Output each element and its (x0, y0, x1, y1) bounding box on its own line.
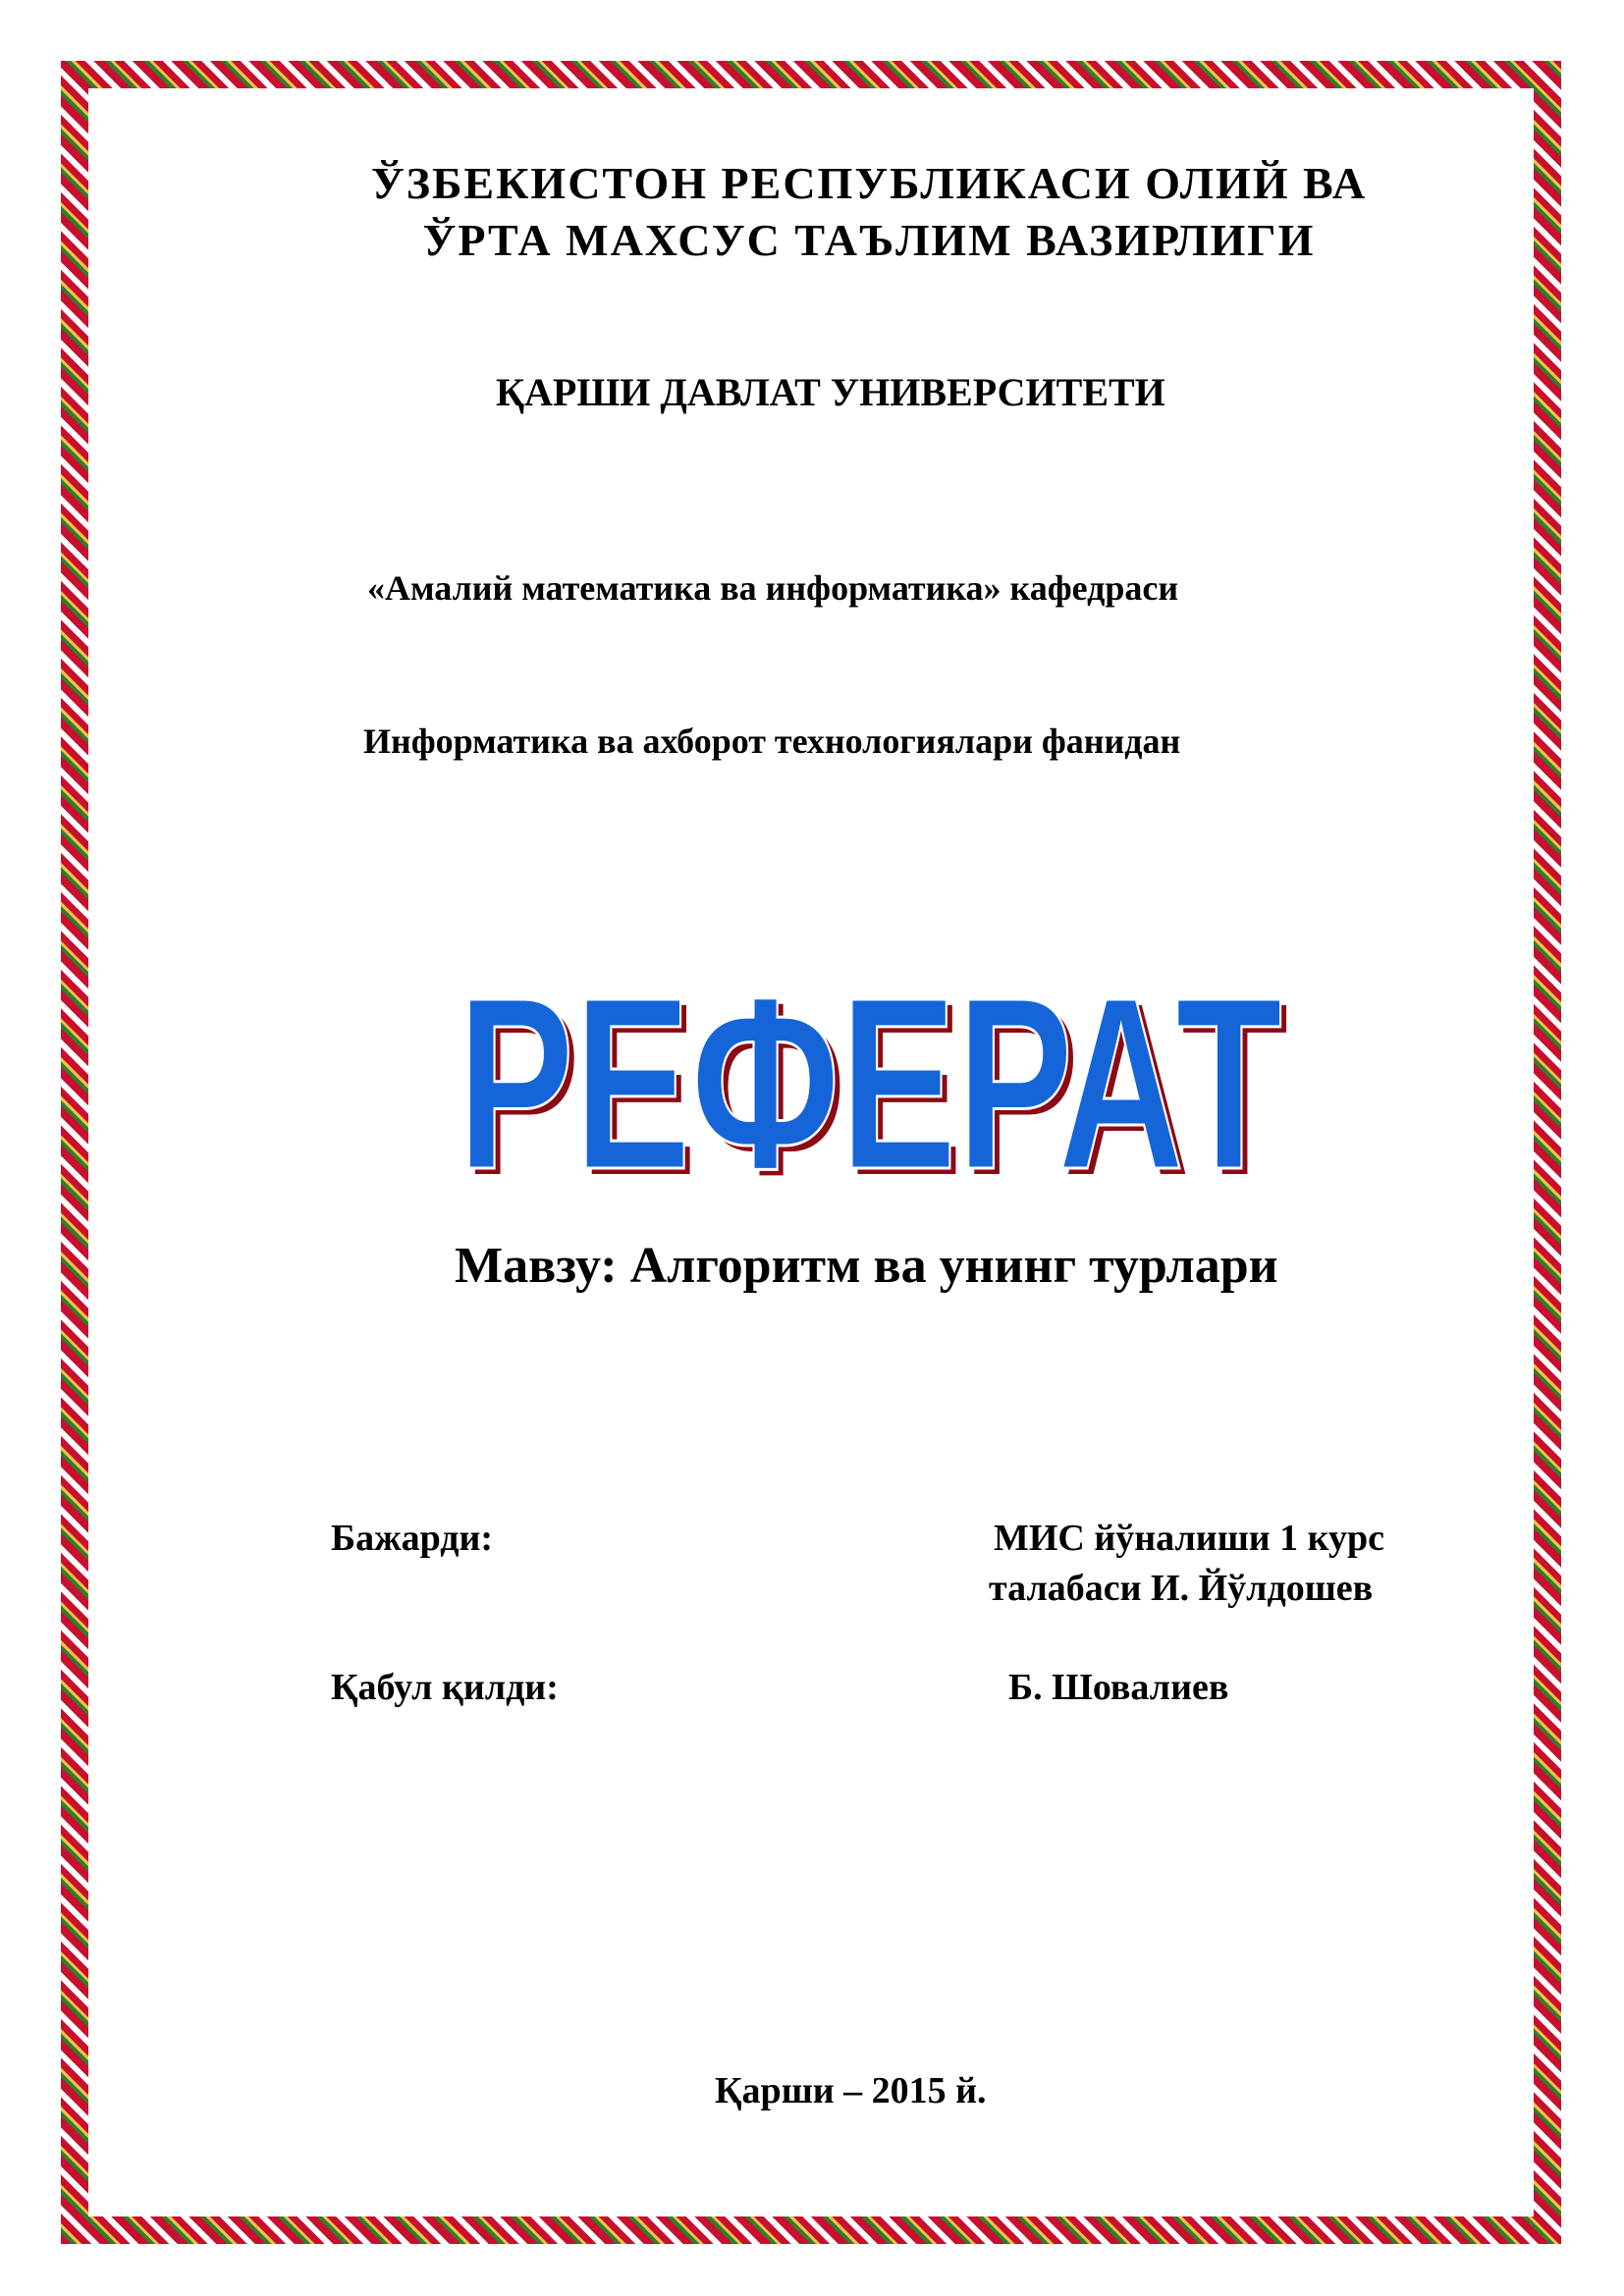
university-name: ҚАРШИ ДАВЛАТ УНИВЕРСИТЕТИ (496, 370, 1165, 414)
performed-by-student: талабаси И. Йўлдошев (989, 1568, 1374, 1609)
accepted-by: Б. Шовалиев (1008, 1667, 1229, 1708)
title-art-text: РЕФЕРАТ (458, 946, 1282, 1198)
title-art-shadow: РЕФЕРАТ (463, 952, 1288, 1198)
performed-by-course: МИС йўналиши 1 курс (994, 1518, 1385, 1559)
referat-title-art (432, 883, 1316, 1198)
ministry-line-1: ЎЗБЕКИСТОН РЕСПУБЛИКАСИ ОЛИЙ ВА (370, 158, 1368, 208)
accepted-label: Қабул қилди: (331, 1667, 559, 1708)
topic-title: Мавзу: Алгоритм ва унинг турлари (455, 1238, 1278, 1294)
ministry-line-2: ЎРТА МАХСУС ТАЪЛИМ ВАЗИРЛИГИ (422, 215, 1316, 265)
department-name: «Амалий математика ва информатика» кафедраси (367, 568, 1179, 608)
subject-name: Информатика ва ахборот технологиялари фанидан (363, 721, 1181, 761)
city-year: Қарши – 2015 й. (715, 2070, 987, 2111)
performed-label: Бажарди: (331, 1518, 494, 1559)
